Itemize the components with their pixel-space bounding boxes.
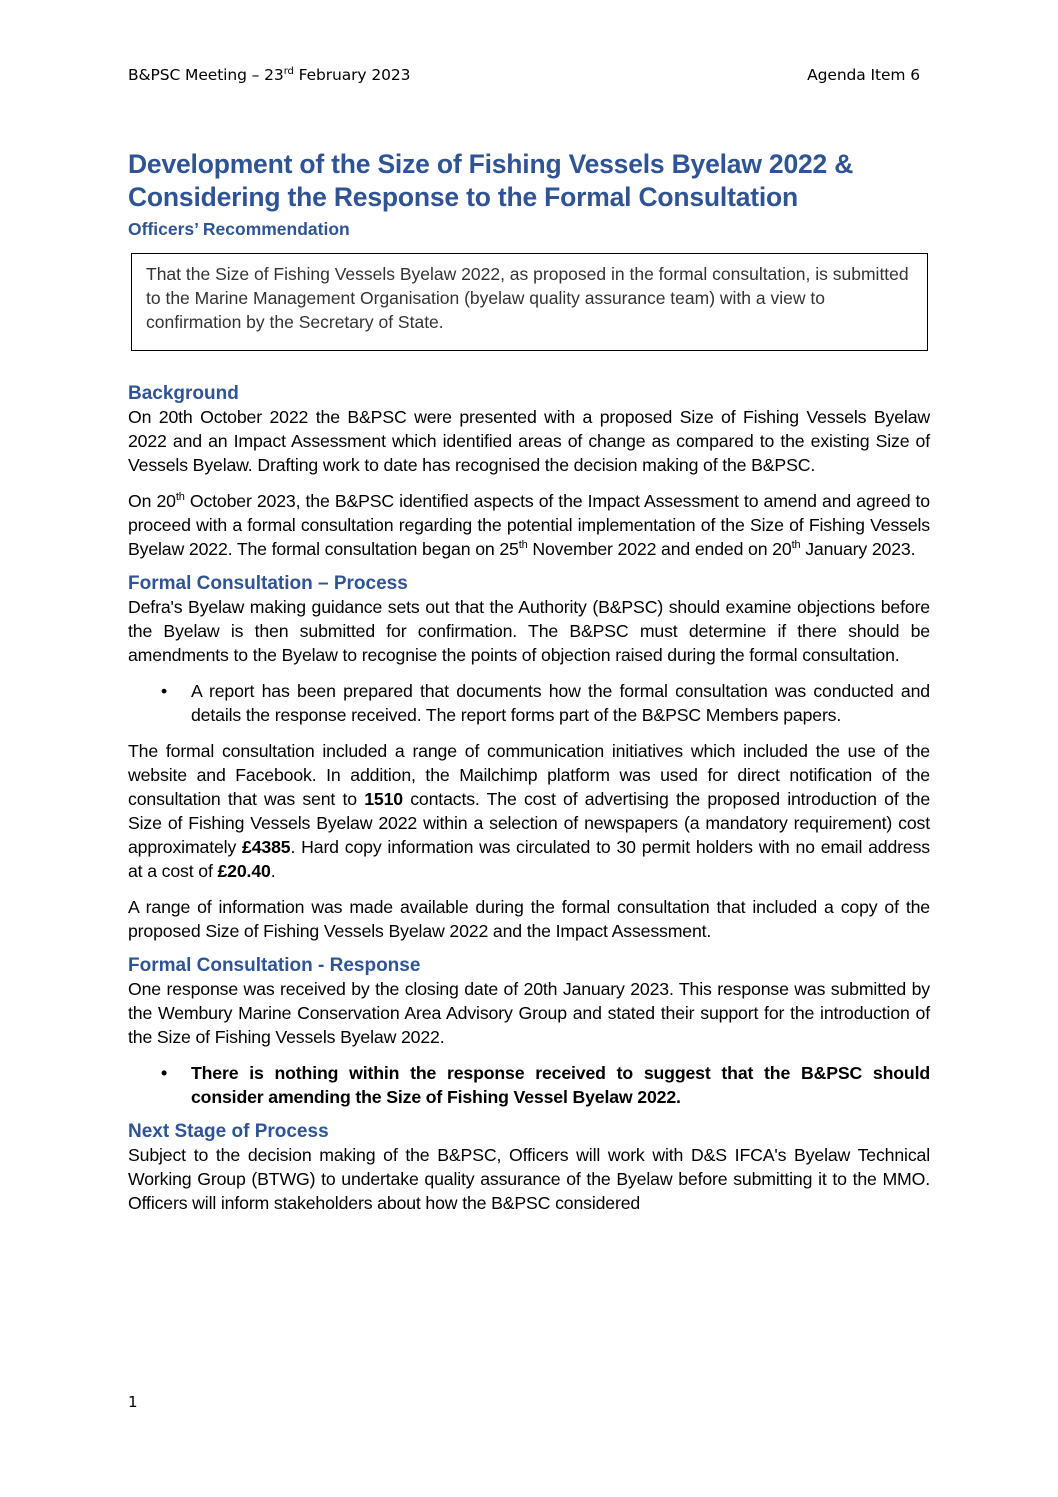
- response-bullet-text: There is nothing within the response received to suggest that the B&PSC should consider amending the Size of Fishing Vessel Byelaw 2022.: [191, 1063, 930, 1107]
- bullet-icon: •: [161, 1063, 168, 1083]
- page-number: 1: [128, 1393, 138, 1411]
- bullet-icon: •: [161, 681, 168, 701]
- proc-p2-text-a: The formal consultation included a range of communication initiatives which included the use of the website and Facebook. In addition, the Mailchimp platform was used for direct notification of the consultation that was sent to: [128, 741, 930, 809]
- background-heading: Background: [128, 383, 239, 404]
- bg-p2-text-c: November 2022 and ended on 20: [527, 539, 792, 559]
- background-paragraph-1: On 20th October 2022 the B&PSC were presented with a proposed Size of Fishing Vessels Byelaw 2022 and an Impact Assessment which identified areas of change as compared to the existing Size of Vessels Byelaw. Drafting work to date has recognised the decision making of the B&PSC.: [128, 407, 930, 475]
- process-paragraph-3: A range of information was made available during the formal consultation that included a copy of the proposed Size of Fishing Vessels Byelaw 2022 and the Impact Assessment.: [128, 897, 930, 941]
- process-paragraph-2: [128, 739, 930, 883]
- bg-p2-text-b: October 2023, the B&PSC identified aspects of the Impact Assessment to amend and agreed to proceed with a formal consultation regarding the potential implementation of the Size of Fishing Vessels Byelaw 2022. The formal consultation began on 25: [128, 491, 930, 559]
- document-title: [128, 148, 930, 214]
- title-line-2: Considering the Response to the Formal Consultation: [128, 182, 799, 212]
- process-paragraph-1: Defra's Byelaw making guidance sets out that the Authority (B&PSC) should examine objections before the Byelaw is then submitted for confirmation. The B&PSC must determine if there should be amendments to the Byelaw to recognise the points of objection raised during the formal consultation.: [128, 597, 930, 665]
- bg-p2-sup-1: th: [175, 491, 185, 503]
- response-bullet-item: [128, 1061, 930, 1109]
- bg-p2-text-a: On 20: [128, 491, 176, 511]
- response-heading: Formal Consultation - Response: [128, 955, 421, 976]
- background-paragraph-2: [128, 489, 930, 561]
- next-stage-heading: Next Stage of Process: [128, 1121, 329, 1142]
- process-bullet-text: A report has been prepared that documents how the formal consultation was conducted and details the response received. The report forms part of the B&PSC Members papers.: [191, 681, 930, 725]
- contacts-count: 1510: [364, 789, 403, 809]
- title-line-1: Development of the Size of Fishing Vessels Byelaw 2022 &: [128, 149, 854, 179]
- header-date-superscript: rd: [283, 66, 294, 77]
- page-header: [128, 66, 920, 84]
- bg-p2-sup-2: th: [518, 539, 528, 551]
- header-month-year: February 2023: [293, 66, 411, 84]
- bg-p2-text-d: January 2023.: [800, 539, 916, 559]
- process-bullet-item: [128, 679, 930, 727]
- recommendation-box: That the Size of Fishing Vessels Byelaw 2022, as proposed in the formal consultation, is submitted to the Marine Management Organisation (byelaw quality assurance team) with a view to confirmation by the Secretary of State.: [131, 253, 928, 351]
- response-paragraph-1: One response was received by the closing date of 20th January 2023. This response was submitted by the Wembury Marine Conservation Area Advisory Group and stated their support for the introduction of the Size of Fishing Vessels Byelaw 2022.: [128, 979, 930, 1047]
- header-meeting-date: [128, 66, 410, 84]
- proc-p2-text-c: . Hard copy information was circulated to 30 permit holders with no email address at a cost of: [128, 837, 930, 881]
- hard-copy-cost: £20.40: [217, 861, 271, 881]
- bg-p2-sup-3: th: [791, 539, 801, 551]
- header-meeting-text: B&PSC Meeting – 23: [128, 66, 284, 84]
- process-heading: Formal Consultation – Process: [128, 573, 408, 594]
- next-stage-paragraph: Subject to the decision making of the B&PSC, Officers will work with D&S IFCA's Byelaw Technical Working Group (BTWG) to undertake quality assurance of the Byelaw before submitting it to the MMO. Officers will inform stakeholders about how the B&PSC considered: [128, 1145, 930, 1213]
- proc-p2-text-d: .: [270, 861, 276, 881]
- document-body: [128, 148, 930, 1215]
- header-agenda-item: Agenda Item 6: [807, 66, 920, 84]
- officers-recommendation-heading: Officers’ Recommendation: [128, 219, 350, 239]
- advertising-cost: £4385: [242, 837, 291, 857]
- proc-p2-text-b: contacts. The cost of advertising the proposed introduction of the Size of Fishing Vessels Byelaw 2022 within a selection of newspapers (a mandatory requirement) cost approximately: [128, 789, 931, 857]
